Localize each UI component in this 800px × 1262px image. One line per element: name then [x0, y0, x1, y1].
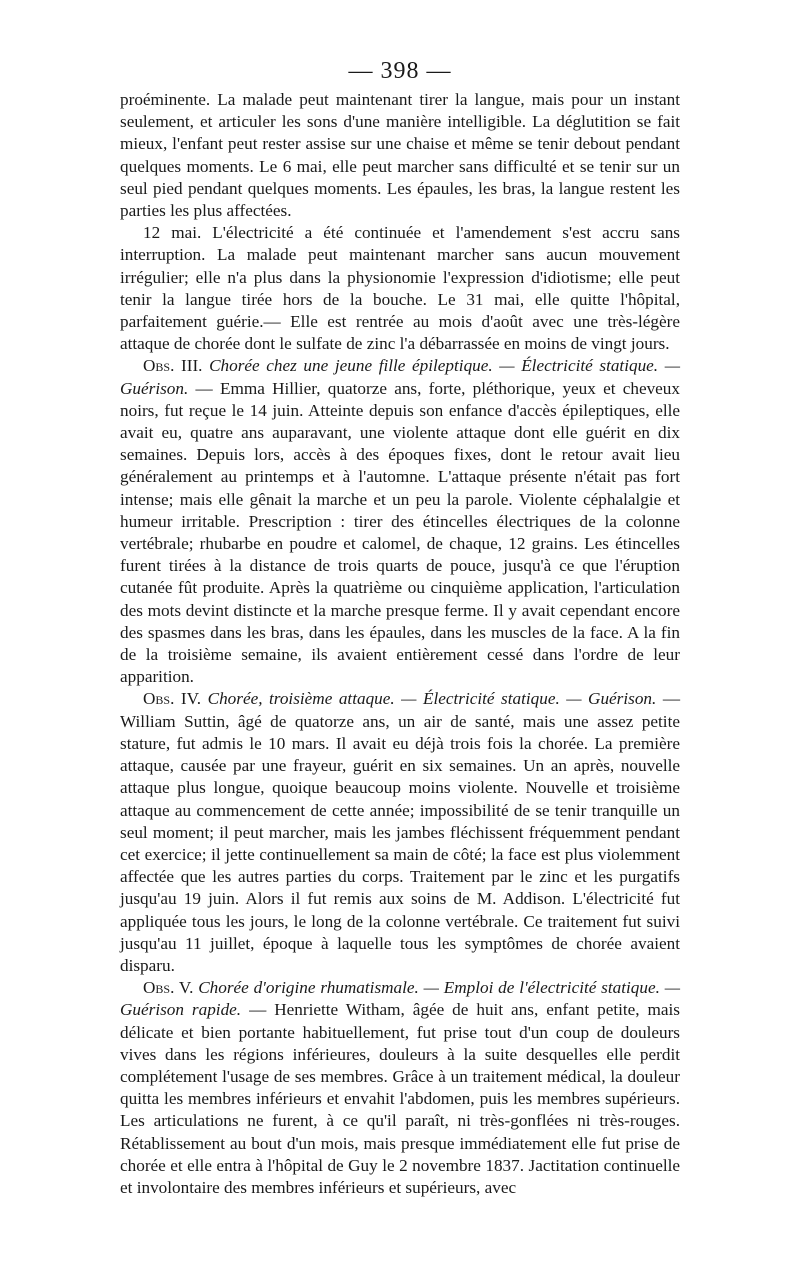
obs-body: — Henriette Witham, âgée de huit ans, enfant petite, mais délicate et bien portante habituellement, fut prise tout d'un coup de douleurs vives dans les régions inférieures, douleurs à la suite desquelles elle perdit complétement l'usage de ses membres. Grâce à un traitement médical, la douleur quitta les membres inférieurs et envahit l'abdomen, puis les membres supérieurs. Les articulations ne furent, à ce qu'il paraît, ni très-gonflées ni très-rouges. Rétablissement au bout d'un mois, mais presque immédiatement elle fut prise de chorée et elle entra à l'hôpital de Guy le 2 novembre 1837. Jactitation continuelle et involontaire des membres inférieurs et supérieurs, avec — [120, 1000, 680, 1197]
obs-label: Obs. IV. — [143, 689, 202, 709]
obs-label: Obs. III. — [143, 356, 203, 376]
paragraph-may-12: 12 mai. L'électricité a été continuée et l'amendement s'est accru sans interruption. La malade peut maintenant marcher sans aucun mouvement irrégulier; elle n'a plus dans la physionomie l'expression d'idiotisme; elle peut tenir la langue tirée hors de la bouche. Le 31 mai, elle quitte l'hôpital, parfaitement guérie.— Elle est rentrée au mois d'août avec une très-légère attaque de chorée dont le sulfate de zinc l'a débarrassée en moins de vingt jours. — [120, 223, 680, 354]
obs-heading: Chorée chez une jeune fille épileptique. — Électricité statique. — Guérison. — [120, 356, 680, 398]
obs-label: Obs. V. — [143, 978, 194, 998]
paragraph-continuation: proéminente. La malade peut maintenant tirer la langue, mais pour un instant seulement, et articuler les sons d'une manière intelligible. La déglutition se fait mieux, l'enfant peut rester assise sur une chaise et même se tenir debout pendant quelques moments. Le 6 mai, elle peut marcher sans difficulté et se tenir sur un seul pied pendant quelques moments. Les épaules, les bras, la langue restent les parties les plus affectées. — [120, 90, 680, 221]
obs-body: — William Suttin, âgé de quatorze ans, un air de santé, mais une assez petite stature, fut admis le 10 mars. Il avait eu déjà trois fois la chorée. La première attaque, causée par une frayeur, guérit en six semaines. Un an après, nouvelle attaque plus longue, quoique beaucoup moins violente. Nouvelle et troisième attaque au commencement de cette année; impossibilité de se tenir tranquille un seul moment; il peut marcher, mais les jambes fléchissent fréquemment pendant cet exercice; il jette continuellement sa main de côté; la face est plus violemment affectée que les autres parties du corps. Traitement par le zinc et les purgatifs jusqu'au 19 juin. Alors il fut remis aux soins de M. Addison. L'électricité fut appliquée tous les jours, le long de la colonne vertébrale. Ce traitement fut suivi jusqu'au 11 juillet, époque à laquelle tous les symptômes de chorée avaient disparu. — [120, 689, 680, 975]
obs-heading: Chorée d'origine rhumatismale. — Emploi de l'électricité statique. — Guérison rapide. — [120, 978, 680, 1020]
body-text — [120, 89, 680, 1199]
obs-body: — Emma Hillier, quatorze ans, forte, pléthorique, yeux et cheveux noirs, fut reçue le 14 juin. Atteinte depuis son enfance d'accès épileptiques, elle avait eu, quatre ans auparavant, une violente attaque dont elle guérit en dix semaines. Depuis lors, accès à des époques fixes, dont le retour avait lieu généralement au printemps et à l'automne. L'attaque présente n'était pas fort intense; mais elle gênait la marche et un peu la parole. Violente céphalalgie et humeur irritable. Prescription : tirer des étincelles électriques de la colonne vertébrale; rhubarbe en poudre et calomel, de chaque, 12 grains. Les étincelles furent tirées à la distance de trois quarts de pouce, jusqu'à ce que l'éruption cutanée fût produite. Après la quatrième ou cinquième application, l'articulation des mots devint distincte et la marche presque ferme. Il y avait cependant encore des spasmes dans les bras, dans les épaules, dans les muscles de la face. A la fin de la troisième semaine, ils avaient entièrement cessé dans l'ordre de leur apparition. — [120, 378, 680, 687]
paragraph-obs-4 — [120, 688, 680, 977]
paragraph-obs-3 — [120, 355, 680, 688]
obs-heading: Chorée, troisième attaque. — Électricité statique. — Guérison. — [207, 689, 657, 709]
paragraph-obs-5 — [120, 977, 680, 1199]
page-number: — 398 — — [348, 58, 452, 84]
